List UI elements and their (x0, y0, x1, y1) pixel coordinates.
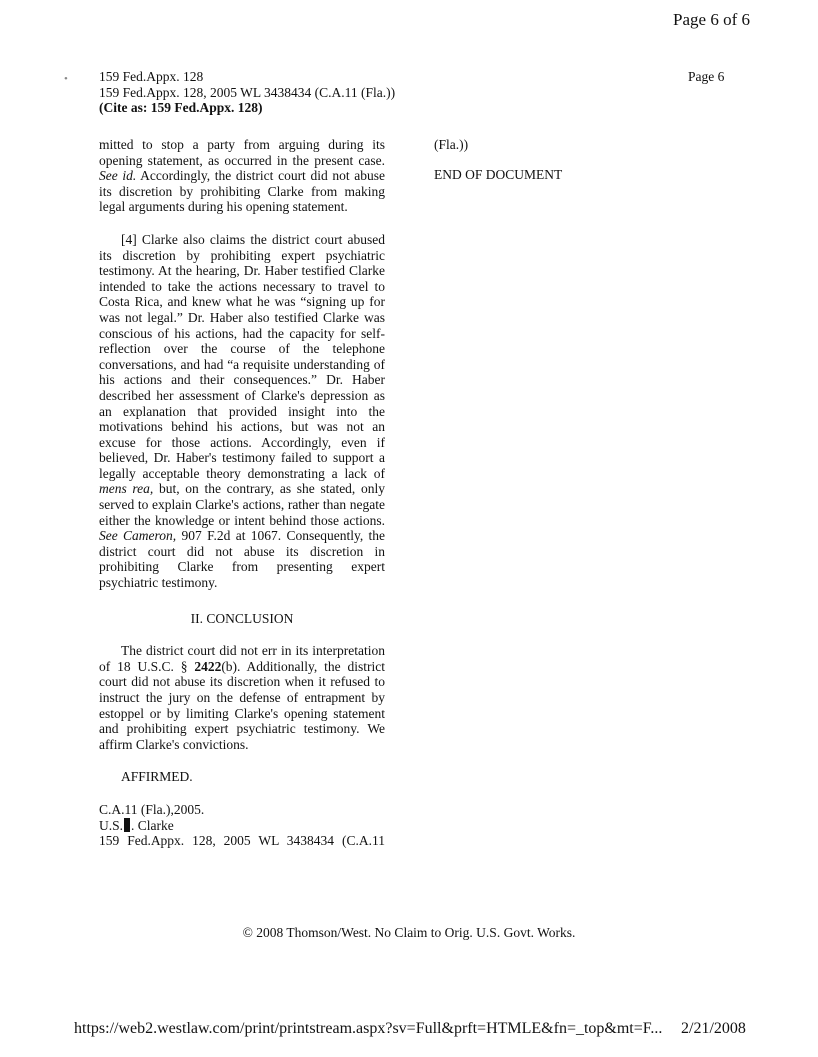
redaction-mark (124, 818, 130, 832)
print-url: https://web2.westlaw.com/print/printstream.aspx?sv=Full&prft=HTMLE&fn=_top&mt=F... (74, 1020, 663, 1037)
left-column (99, 137, 385, 849)
paragraph-conclusion: The district court did not err in its interpretation of 18 U.S.C. § 2422(b). Additionally, the district court did not abuse its discretion when it refused to instruct the jury on the defense of entrapment by estoppel or by limiting Clarke's opening statement and prohibiting expert psychiatric testimony. We affirm Clarke's convictions. (99, 643, 385, 752)
header-citation-line: 159 Fed.Appx. 128, 2005 WL 3438434 (C.A.11 (Fla.)) (99, 84, 396, 100)
copyright-notice: © 2008 Thomson/West. No Claim to Orig. U.S. Govt. Works. (242, 925, 576, 940)
affirmed-label: AFFIRMED. (121, 769, 193, 785)
header-cite-as: (Cite as: 159 Fed.Appx. 128) (99, 100, 263, 115)
paragraph-expert-testimony: [4] Clarke also claims the district court abused its discretion by prohibiting expert psychiatric testimony. At the hearing, Dr. Haber testified Clarke intended to take the actions necessary to travel to Costa Rica, and knew what he was “signing up for was not legal.” Dr. Haber also testified Clarke was conscious of his actions, had the capacity for self-reflection over the course of the telephone conversations, and had “a requisite understanding of his actions and their consequences.” Dr. Haber described her assessment of Clarke's depression as an explanation that provided insight into the motivations behind his actions, but was not an excuse for those actions. Accordingly, even if believed, Dr. Haber's testimony failed to support a legally acceptable theory demonstrating a lack of mens rea, but, on the contrary, as she stated, only served to explain Clarke's actions, rather than negate either the knowledge or intent behind those actions. See Cameron, 907 F.2d at 1067. Consequently, the district court did not abuse its discretion in prohibiting Clarke from presenting expert psychiatric testimony. (99, 231, 386, 591)
print-date: 2/21/2008 (681, 1020, 746, 1037)
end-of-document: END OF DOCUMENT (434, 166, 563, 182)
header-reporter-line: 159 Fed.Appx. 128 (99, 69, 204, 84)
see-id-link: See id. (99, 168, 137, 184)
see-cameron-link: See Cameron, (99, 528, 177, 544)
document-header (99, 69, 395, 116)
page-counter: Page 6 of 6 (673, 10, 750, 29)
section-heading-conclusion: II. CONCLUSION (190, 610, 294, 626)
right-column (434, 137, 594, 182)
header-page-label: Page 6 (688, 69, 725, 84)
paragraph-opening-statement: mitted to stop a party from arguing during its opening statement, as occurred in the present case. See id. Accordingly, the district court did not abuse its discretion by prohibiting Clarke from making legal arguments during his opening statement. (99, 137, 385, 215)
case-citation-block: C.A.11 (Fla.),2005. U.S. . Clarke 159 Fed.Appx. 128, 2005 WL 3438434 (C.A.11 (99, 801, 385, 849)
scan-mark: • (64, 73, 68, 85)
citation-continuation: (Fla.)) (434, 137, 469, 152)
